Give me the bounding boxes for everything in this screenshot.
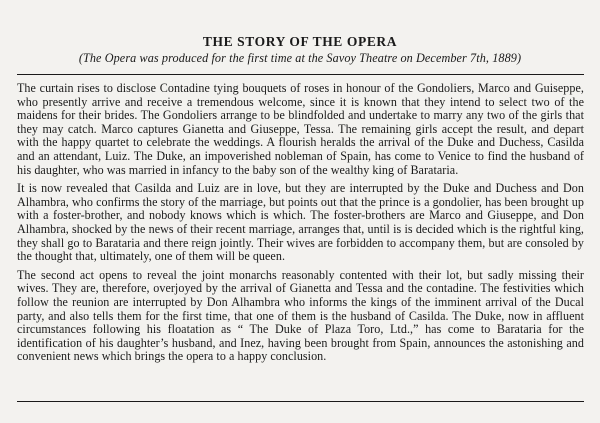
story-paragraph-1: The curtain rises to disclose Contadine tying bouquets of roses in honour of the Gondoliers, Marco and Guiseppe, who presently arrive and receive a tremendous welcome, since it is known that they intend to select two of the maidens for their brides. The Gondoliers arrange to be blindfolded and undertake to marry any two of the girls that they may catch. Marco captures Gianetta and Giuseppe, Tessa. The remaining girls accept the result, and depart with the happy quartet to celebrate the weddings. A flourish heralds the arrival of the Duke and Duchess, Casilda and an attendant, Luiz. The Duke, an impoverished nobleman of Spain, has come to Venice to find the husband of his daughter, who was married in infancy to the baby son of the wealthy king of Barataria.: [17, 81, 584, 177]
top-divider: [17, 74, 584, 75]
story-body: [17, 82, 584, 364]
page-title: THE STORY OF THE OPERA: [202, 34, 398, 49]
story-paragraph-3: The second act opens to reveal the joint monarchs reasonably contented with their lot, but sadly missing their wives. They are, therefore, overjoyed by the arrival of Gianetta and Tessa and the contadine. The festivities which follow the reunion are interrupted by Don Alhambra who informs the kings of the imminent arrival of the Ducal party, and also tells them for the first time, that one of them is the husband of Casilda. The Duke, now in affluent circumstances following his floatation as “ The Duke of Plaza Toro, Ltd.,” has come to Barataria for the identification of his daughter’s husband, and Inez, having been brought from Spain, announces the astonishing and convenient news which brings the opera to a happy conclusion.: [17, 267, 584, 364]
page-subtitle: (The Opera was produced for the first time at the Savoy Theatre on December 7th, 1889): [78, 51, 522, 65]
story-paragraph-2: It is now revealed that Casilda and Luiz are in love, but they are interrupted by the Duke and Duchess and Don Alhambra, who confirms the story of the marriage, but points out that the prince is a gondolier, has been brought up with a foster-brother, and nobody knows which is which. The foster-brothers are Marco and Giuseppe, and Don Alhambra, shocked by the news of their recent marriage, arranges that, until is is decided which is the rightful king, they shall go to Barataria and there reign jointly. Their wives are forbidden to accompany them, but are consoled by the thought that, ultimately, one of them will be queen.: [17, 181, 584, 264]
bottom-divider: [17, 401, 584, 402]
